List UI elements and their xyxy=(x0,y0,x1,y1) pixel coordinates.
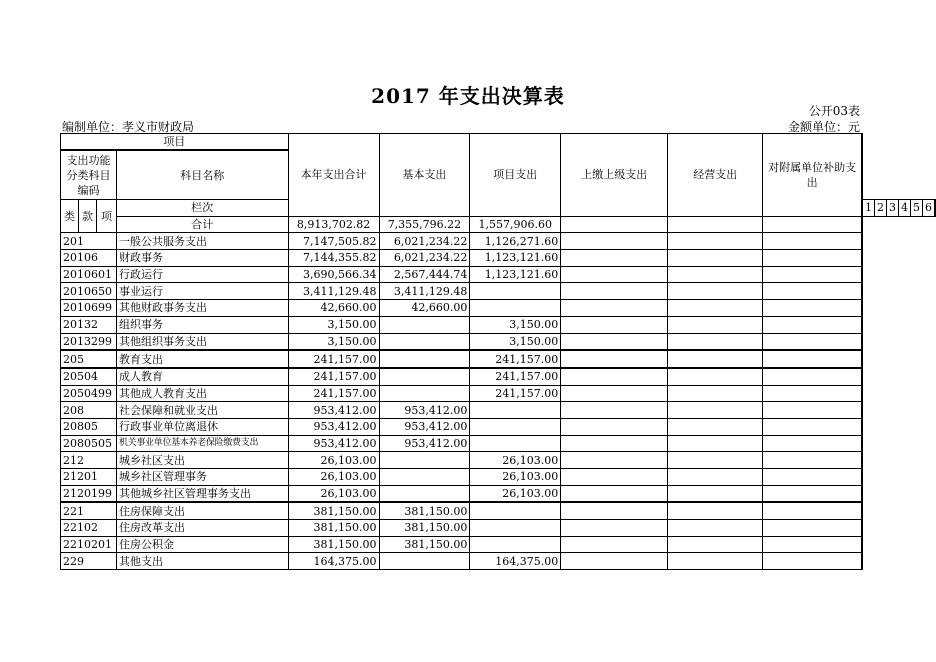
subject-name: 一般公共服务支出 xyxy=(116,233,288,250)
subject-name: 住房改革支出 xyxy=(116,520,288,537)
amount-basic xyxy=(379,385,470,402)
header-kuan: 款 xyxy=(78,200,96,233)
amount-total: 26,103.00 xyxy=(288,469,379,486)
amount-basic xyxy=(379,553,470,570)
table-row xyxy=(61,300,936,317)
amount-project xyxy=(470,418,561,435)
amount-subsidy xyxy=(763,469,862,486)
header-upper: 上缴上级支出 xyxy=(561,134,668,217)
subject-code: 2050499 xyxy=(61,385,117,402)
total-business xyxy=(668,216,763,233)
amount-upper xyxy=(561,485,668,502)
header-xiang: 项 xyxy=(96,200,116,233)
subject-name: 教育支出 xyxy=(116,350,288,368)
subject-code: 2010650 xyxy=(61,283,117,300)
subject-code: 208 xyxy=(61,402,117,419)
subject-name: 财政事务 xyxy=(116,250,288,267)
page-title: 2017 年支出决算表 xyxy=(371,84,565,108)
table-row xyxy=(61,469,936,486)
subject-name: 成人教育 xyxy=(116,368,288,385)
table-row xyxy=(61,418,936,435)
amount-basic xyxy=(379,485,470,502)
amount-subsidy xyxy=(763,553,862,570)
total-basic: 7,355,796.22 xyxy=(379,216,470,233)
subject-name: 事业运行 xyxy=(116,283,288,300)
amount-basic: 6,021,234.22 xyxy=(379,250,470,267)
table-row xyxy=(61,250,936,267)
amount-project: 1,123,121.60 xyxy=(470,266,561,283)
amount-upper xyxy=(561,418,668,435)
col-num-2: 2 xyxy=(875,200,887,217)
amount-business xyxy=(668,485,763,502)
amount-total: 241,157.00 xyxy=(288,368,379,385)
amount-upper xyxy=(561,452,668,469)
amount-subsidy xyxy=(763,536,862,553)
amount-upper xyxy=(561,250,668,267)
header-lanci: 栏次 xyxy=(116,200,288,217)
amount-upper xyxy=(561,233,668,250)
total-amount: 8,913,702.82 xyxy=(288,216,379,233)
amount-business xyxy=(668,283,763,300)
amount-basic: 381,150.00 xyxy=(379,536,470,553)
table-row xyxy=(61,333,936,350)
amount-basic: 953,412.00 xyxy=(379,402,470,419)
amount-business xyxy=(668,350,763,368)
header-row-1 xyxy=(61,134,936,151)
amount-subsidy xyxy=(763,402,862,419)
total-label: 合计 xyxy=(116,216,288,233)
amount-basic xyxy=(379,368,470,385)
form-code: 公开03表 xyxy=(808,104,860,118)
table-row xyxy=(61,233,936,250)
amount-project: 164,375.00 xyxy=(470,553,561,570)
subject-name: 其他城乡社区管理事务支出 xyxy=(116,485,288,502)
amount-upper xyxy=(561,553,668,570)
amount-project xyxy=(470,300,561,317)
table-row xyxy=(61,520,936,537)
amount-total: 953,412.00 xyxy=(288,418,379,435)
header-project: 项目 xyxy=(61,134,289,151)
subject-name: 行政运行 xyxy=(116,266,288,283)
amount-upper xyxy=(561,520,668,537)
amount-project: 241,157.00 xyxy=(470,368,561,385)
amount-basic: 2,567,444.74 xyxy=(379,266,470,283)
total-project: 1,557,906.60 xyxy=(470,216,561,233)
subject-code: 20805 xyxy=(61,418,117,435)
amount-business xyxy=(668,418,763,435)
subject-name: 行政事业单位离退休 xyxy=(116,418,288,435)
amount-business xyxy=(668,233,763,250)
subject-code: 229 xyxy=(61,553,117,570)
amount-total: 164,375.00 xyxy=(288,553,379,570)
amount-business xyxy=(668,266,763,283)
amount-basic xyxy=(379,452,470,469)
amount-basic: 953,412.00 xyxy=(379,435,470,452)
col-num-3: 3 xyxy=(887,200,899,217)
amount-upper xyxy=(561,435,668,452)
amount-basic xyxy=(379,469,470,486)
amount-business xyxy=(668,316,763,333)
amount-project: 26,103.00 xyxy=(470,485,561,502)
header-project-exp: 项目支出 xyxy=(470,134,561,217)
amount-subsidy xyxy=(763,520,862,537)
table-row xyxy=(61,350,936,368)
amount-business xyxy=(668,385,763,402)
amount-basic xyxy=(379,350,470,368)
subject-name: 其他组织事务支出 xyxy=(116,333,288,350)
amount-subsidy xyxy=(763,452,862,469)
col-num-5: 5 xyxy=(911,200,923,217)
amount-upper xyxy=(561,300,668,317)
subject-code: 2010601 xyxy=(61,266,117,283)
amount-project xyxy=(470,435,561,452)
subject-code: 221 xyxy=(61,502,117,519)
amount-business xyxy=(668,502,763,519)
amount-subsidy xyxy=(763,385,862,402)
amount-basic: 381,150.00 xyxy=(379,502,470,519)
amount-upper xyxy=(561,368,668,385)
amount-basic: 381,150.00 xyxy=(379,520,470,537)
amount-project xyxy=(470,283,561,300)
amount-upper xyxy=(561,283,668,300)
amount-subsidy xyxy=(763,350,862,368)
amount-project: 241,157.00 xyxy=(470,385,561,402)
subject-code: 21201 xyxy=(61,469,117,486)
amount-total: 42,660.00 xyxy=(288,300,379,317)
amount-subsidy xyxy=(763,485,862,502)
amount-total: 381,150.00 xyxy=(288,536,379,553)
amount-business xyxy=(668,368,763,385)
amount-total: 26,103.00 xyxy=(288,452,379,469)
amount-project xyxy=(470,402,561,419)
amount-upper xyxy=(561,502,668,519)
subject-code: 2120199 xyxy=(61,485,117,502)
subject-name: 城乡社区管理事务 xyxy=(116,469,288,486)
amount-subsidy xyxy=(763,283,862,300)
subject-code: 2010699 xyxy=(61,300,117,317)
amount-project: 26,103.00 xyxy=(470,452,561,469)
total-upper xyxy=(561,216,668,233)
amount-business xyxy=(668,452,763,469)
subject-name: 其他财政事务支出 xyxy=(116,300,288,317)
subject-code: 205 xyxy=(61,350,117,368)
total-subsidy xyxy=(763,216,862,233)
subject-code: 22102 xyxy=(61,520,117,537)
amount-total: 953,412.00 xyxy=(288,402,379,419)
amount-basic: 42,660.00 xyxy=(379,300,470,317)
amount-upper xyxy=(561,266,668,283)
amount-upper xyxy=(561,333,668,350)
table-row xyxy=(61,536,936,553)
amount-project: 3,150.00 xyxy=(470,316,561,333)
header-subsidy: 对附属单位补助支出 xyxy=(763,134,862,217)
header-lei: 类 xyxy=(61,200,79,233)
amount-project xyxy=(470,502,561,519)
amount-total: 3,690,566.34 xyxy=(288,266,379,283)
subject-name: 组织事务 xyxy=(116,316,288,333)
amount-business xyxy=(668,250,763,267)
header-func-code: 支出功能分类科目编码 xyxy=(61,150,117,200)
table-row xyxy=(61,368,936,385)
col-num-1: 1 xyxy=(862,200,875,217)
subject-name: 住房公积金 xyxy=(116,536,288,553)
amount-subsidy xyxy=(763,435,862,452)
subject-code: 2210201 xyxy=(61,536,117,553)
amount-business xyxy=(668,435,763,452)
amount-total: 3,150.00 xyxy=(288,333,379,350)
amount-upper xyxy=(561,385,668,402)
amount-upper xyxy=(561,536,668,553)
amount-total: 381,150.00 xyxy=(288,502,379,519)
amount-business xyxy=(668,469,763,486)
col-num-4: 4 xyxy=(899,200,911,217)
amount-subsidy xyxy=(763,502,862,519)
header-subject-name: 科目名称 xyxy=(116,150,288,200)
table-row xyxy=(61,485,936,502)
subject-code: 20504 xyxy=(61,368,117,385)
amount-business xyxy=(668,520,763,537)
amount-business xyxy=(668,333,763,350)
amount-total: 3,150.00 xyxy=(288,316,379,333)
amount-subsidy xyxy=(763,266,862,283)
amount-upper xyxy=(561,316,668,333)
amount-total: 241,157.00 xyxy=(288,350,379,368)
total-row xyxy=(61,216,936,233)
amount-basic: 3,411,129.48 xyxy=(379,283,470,300)
amount-total: 953,412.00 xyxy=(288,435,379,452)
subject-name: 其他成人教育支出 xyxy=(116,385,288,402)
subject-name: 机关事业单位基本养老保险缴费支出 xyxy=(116,435,288,452)
amount-project: 1,123,121.60 xyxy=(470,250,561,267)
amount-subsidy xyxy=(763,233,862,250)
table-row xyxy=(61,266,936,283)
subject-code: 2013299 xyxy=(61,333,117,350)
amount-total: 241,157.00 xyxy=(288,385,379,402)
amount-basic xyxy=(379,333,470,350)
amount-total: 26,103.00 xyxy=(288,485,379,502)
amount-total: 3,411,129.48 xyxy=(288,283,379,300)
header-basic: 基本支出 xyxy=(379,134,470,217)
amount-subsidy xyxy=(763,418,862,435)
amount-subsidy xyxy=(763,368,862,385)
subject-name: 城乡社区支出 xyxy=(116,452,288,469)
amount-subsidy xyxy=(763,250,862,267)
amount-business xyxy=(668,300,763,317)
amount-project: 26,103.00 xyxy=(470,469,561,486)
table-row xyxy=(61,385,936,402)
amount-basic: 6,021,234.22 xyxy=(379,233,470,250)
table-row xyxy=(61,452,936,469)
amount-business xyxy=(668,536,763,553)
amount-basic: 953,412.00 xyxy=(379,418,470,435)
table-row xyxy=(61,553,936,570)
table-row xyxy=(61,435,936,452)
header-total: 本年支出合计 xyxy=(288,134,379,217)
amount-subsidy xyxy=(763,333,862,350)
header-business: 经营支出 xyxy=(668,134,763,217)
table-row xyxy=(61,502,936,519)
table-row xyxy=(61,283,936,300)
subject-name: 其他支出 xyxy=(116,553,288,570)
table-row xyxy=(61,316,936,333)
amount-project xyxy=(470,536,561,553)
subject-code: 20106 xyxy=(61,250,117,267)
amount-basic xyxy=(379,316,470,333)
amount-unit: 金额单位：元 xyxy=(787,120,860,134)
amount-project xyxy=(470,520,561,537)
amount-total: 381,150.00 xyxy=(288,520,379,537)
amount-project: 1,126,271.60 xyxy=(470,233,561,250)
amount-subsidy xyxy=(763,300,862,317)
subject-name: 社会保障和就业支出 xyxy=(116,402,288,419)
amount-upper xyxy=(561,350,668,368)
amount-project: 241,157.00 xyxy=(470,350,561,368)
subject-code: 212 xyxy=(61,452,117,469)
expenditure-table xyxy=(60,133,936,570)
amount-upper xyxy=(561,402,668,419)
col-num-6: 6 xyxy=(923,200,936,217)
amount-total: 7,144,355.82 xyxy=(288,250,379,267)
subject-code: 20132 xyxy=(61,316,117,333)
amount-business xyxy=(668,402,763,419)
table-row xyxy=(61,402,936,419)
compiling-unit: 编制单位：孝义市财政局 xyxy=(62,120,195,134)
subject-code: 201 xyxy=(61,233,117,250)
amount-total: 7,147,505.82 xyxy=(288,233,379,250)
amount-business xyxy=(668,553,763,570)
subject-name: 住房保障支出 xyxy=(116,502,288,519)
amount-upper xyxy=(561,469,668,486)
amount-project: 3,150.00 xyxy=(470,333,561,350)
amount-subsidy xyxy=(763,316,862,333)
subject-code: 2080505 xyxy=(61,435,117,452)
